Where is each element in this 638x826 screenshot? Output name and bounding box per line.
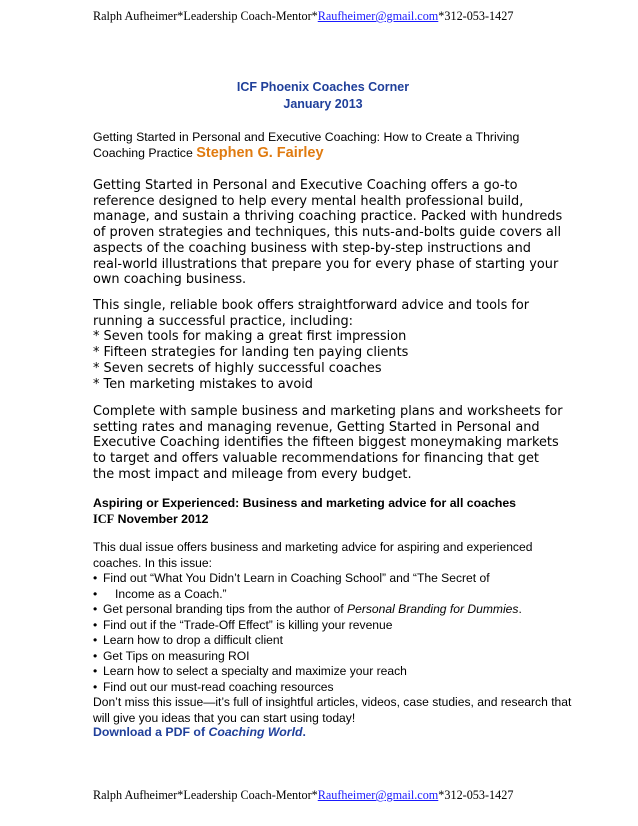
header-email-link[interactable]: Raufheimer@gmail.com [317, 9, 439, 23]
book-subtitle-line1: Getting Started in Personal and Executive Coaching: How to Create a Thriving [93, 130, 520, 144]
issue-bullet [93, 618, 583, 634]
issue-bullet-text: Learn how to select a specialty and maximize your reach [103, 664, 407, 678]
issue-bullet [93, 602, 583, 618]
issue-bullet [93, 633, 583, 649]
page-footer [93, 788, 613, 803]
doc-date: January 2013 [283, 97, 363, 111]
issue-bullet-continuation [93, 587, 583, 603]
footer-email-link[interactable]: Raufheimer@gmail.com [317, 788, 439, 802]
footer-prefix: Ralph Aufheimer*Leadership Coach-Mentor* [93, 788, 318, 802]
footer-suffix: *312-053-1427 [438, 788, 514, 802]
issue-bullet-text: Get Tips on measuring ROI [103, 648, 250, 663]
issue-intro: This dual issue offers business and marketing advice for aspiring and experienced coaches. In this issue: [93, 540, 533, 570]
issue-bullet-text: Learn how to drop a difficult client [103, 633, 283, 647]
download-emphasis: Coaching World [208, 725, 303, 739]
book-subtitle [93, 129, 563, 161]
issue-closing: Don’t miss this issue—it’s full of insightful articles, videos, case studies, and research that will give you ideas that you can start using today! [93, 695, 572, 725]
book-paragraph-3-block [93, 404, 563, 483]
issue-bullet-text: . [518, 602, 522, 616]
issue-bullet [93, 680, 583, 696]
book-subtitle-line2: Coaching Practice [93, 146, 193, 160]
issue-bullet [93, 664, 583, 680]
issue-bullet-emphasis: Personal Branding for Dummies [347, 602, 519, 616]
book-features [93, 298, 563, 392]
issue-bullet-text: Find out our must-read coaching resources [103, 679, 334, 694]
feature-item: * Fifteen strategies for landing ten paying clients [93, 345, 409, 361]
book-features-intro-2: running a successful practice, including: [93, 313, 354, 329]
issue-icf-label: ICF [93, 512, 115, 526]
header-prefix: Ralph Aufheimer*Leadership Coach-Mentor* [93, 9, 318, 23]
doc-title: ICF Phoenix Coaches Corner [236, 80, 410, 94]
book-paragraph-3: Complete with sample business and marketing plans and worksheets for setting rates and managing revenue, Getting Started in Personal and Executive Coaching identifies the fifteen biggest moneymaking markets to target and offers valuable recommendations for financing that get the most impact and mileage from every budget. [93, 404, 563, 482]
download-text: Download a PDF of [93, 725, 209, 739]
download-pdf-link[interactable] [93, 725, 306, 739]
feature-item: * Seven secrets of highly successful coaches [93, 360, 382, 376]
issue-bullet-text: Get personal branding tips from the author of [103, 602, 348, 616]
book-author: Stephen G. Fairley [196, 145, 324, 161]
page-header [93, 9, 613, 24]
issue-heading-block [93, 495, 593, 527]
issue-date: November 2012 [117, 512, 209, 526]
book-features-intro-1: This single, reliable book offers straightforward advice and tools for [93, 298, 530, 313]
issue-bullet-text: Income as a Coach.” [115, 586, 227, 601]
issue-bullet [93, 649, 583, 665]
feature-item: * Seven tools for making a great first impression [93, 329, 407, 345]
issue-bullet [93, 571, 583, 587]
issue-heading: Aspiring or Experienced: Business and marketing advice for all coaches [93, 496, 517, 510]
feature-item: * Ten marketing mistakes to avoid [93, 376, 313, 392]
issue-bullet-list [93, 571, 583, 695]
book-paragraph-1: Getting Started in Personal and Executive Coaching offers a go-to reference designed to help every mental health professional build, manage, and sustain a thriving coaching practice. Packed with hundreds of proven strategies and techniques, this nuts-and-bolts guide covers all aspects of the coaching business with step-by-step instructions and real-world illustrations that prepare you for every phase of starting your own coaching business. [93, 178, 563, 288]
header-suffix: *312-053-1427 [438, 9, 514, 23]
issue-bullet-text: Find out if the “Trade-Off Effect” is killing your revenue [103, 617, 393, 632]
book-description [93, 178, 563, 288]
download-text: . [302, 725, 306, 739]
issue-body [93, 540, 583, 726]
issue-bullet-text: Find out “What You Didn’t Learn in Coaching School” and “The Secret of [103, 571, 490, 585]
